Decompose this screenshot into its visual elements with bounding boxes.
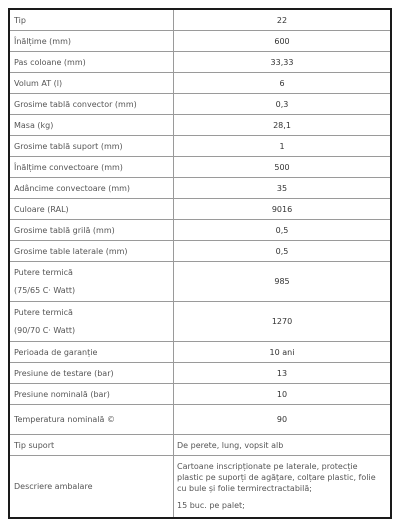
- spec-value: 90: [174, 405, 392, 435]
- table-row: [9, 384, 391, 405]
- power-label-line2: (90/70 C· Watt): [14, 326, 76, 335]
- spec-value: 22: [174, 9, 392, 31]
- table-row: [9, 115, 391, 136]
- spec-label: Culoare (RAL): [9, 199, 174, 220]
- spec-value: 6: [174, 73, 392, 94]
- spec-value: 1: [174, 136, 392, 157]
- spec-label: Volum AT (l): [9, 73, 174, 94]
- spec-label: Pas coloane (mm): [9, 52, 174, 73]
- spec-label: Presiune nominală (bar): [9, 384, 174, 405]
- spec-label: Grosime tablă suport (mm): [9, 136, 174, 157]
- power-label-line2: (75/65 C· Watt): [14, 286, 76, 295]
- spec-label: Grosime tablă convector (mm): [9, 94, 174, 115]
- table-row: [9, 262, 391, 302]
- spec-value: 35: [174, 178, 392, 199]
- spec-label: Descriere ambalare: [9, 456, 174, 518]
- table-row: [9, 363, 391, 384]
- table-row: [9, 52, 391, 73]
- spec-value: 10 ani: [174, 342, 392, 363]
- spec-label: [9, 262, 174, 302]
- spec-label: Înălțime convectoare (mm): [9, 157, 174, 178]
- table-row: [9, 302, 391, 342]
- spec-value: 9016: [174, 199, 392, 220]
- spec-label: Tip suport: [9, 435, 174, 456]
- spec-value: 13: [174, 363, 392, 384]
- table-row: [9, 405, 391, 435]
- spec-label: Presiune de testare (bar): [9, 363, 174, 384]
- table-row: [9, 199, 391, 220]
- spec-value: De perete, lung, vopsit alb: [174, 435, 392, 456]
- spec-value: 33,33: [174, 52, 392, 73]
- table-row: [9, 342, 391, 363]
- spec-value: 0,5: [174, 241, 392, 262]
- power-label-line1: Putere termică: [14, 308, 73, 317]
- spec-value: 1270: [174, 302, 392, 342]
- spec-label: Înălțime (mm): [9, 31, 174, 52]
- spec-label: Tip: [9, 9, 174, 31]
- spec-value: 0,5: [174, 220, 392, 241]
- table-row: [9, 9, 391, 31]
- spec-label: Grosime table laterale (mm): [9, 241, 174, 262]
- table-row: [9, 178, 391, 199]
- spec-value: 500: [174, 157, 392, 178]
- spec-value: 985: [174, 262, 392, 302]
- table-row: [9, 157, 391, 178]
- table-row: [9, 136, 391, 157]
- spec-label: Grosime tablă grilă (mm): [9, 220, 174, 241]
- table-row: [9, 220, 391, 241]
- spec-value: [174, 456, 392, 518]
- spec-value: 28,1: [174, 115, 392, 136]
- table-row: [9, 94, 391, 115]
- table-row: [9, 73, 391, 94]
- table-row: [9, 31, 391, 52]
- spec-value: 0,3: [174, 94, 392, 115]
- power-label-line1: Putere termică: [14, 268, 73, 277]
- table-row: [9, 241, 391, 262]
- packaging-line1: Cartoane inscripționate pe laterale, protecție plastic pe suporți de agățare, colțare plastic, folie cu bule și folie termirectractabilă;: [177, 462, 376, 494]
- packaging-line2: 15 buc. pe palet;: [177, 501, 245, 511]
- table-row: [9, 456, 391, 518]
- spec-table: [8, 8, 392, 519]
- table-row: [9, 435, 391, 456]
- spec-label: [9, 302, 174, 342]
- spec-value: 10: [174, 384, 392, 405]
- spec-label: Masa (kg): [9, 115, 174, 136]
- spec-label: Temperatura nominală ©: [9, 405, 174, 435]
- spec-value: 600: [174, 31, 392, 52]
- spec-label: Adâncime convectoare (mm): [9, 178, 174, 199]
- spec-label: Perioada de garanție: [9, 342, 174, 363]
